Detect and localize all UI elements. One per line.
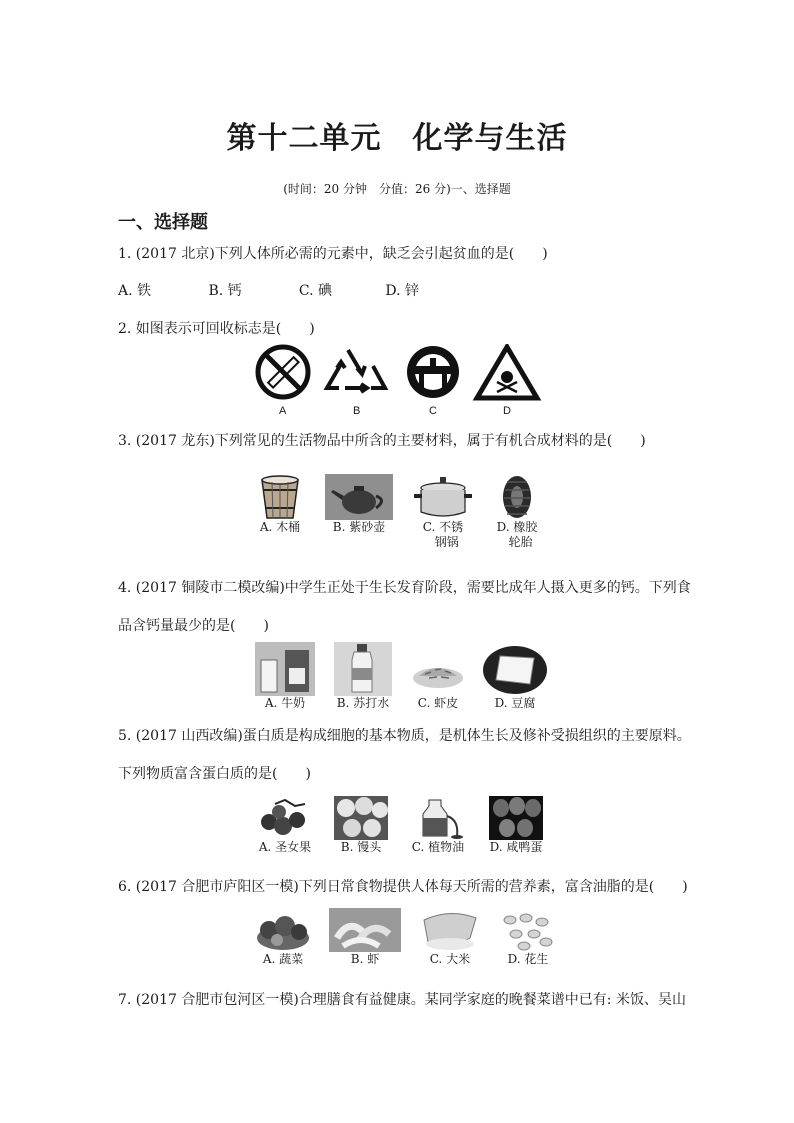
caption-a: A. 牛奶 <box>264 696 306 710</box>
image-item-b <box>330 796 392 855</box>
image-item-d <box>492 474 542 550</box>
option-b: B. 钙 <box>208 283 242 299</box>
image-item-d <box>482 642 548 711</box>
question-4-images <box>254 642 548 711</box>
caption-d: D. 橡胶 轮胎 <box>496 520 538 549</box>
cherry-tomato-icon <box>255 796 315 840</box>
caption-d: D. 豆腐 <box>494 696 536 710</box>
sign-label-c: C <box>429 405 437 417</box>
caption-b: B. 馒头 <box>340 840 382 854</box>
question-7-text: 7. (2017 合肥市包河区一模)合理膳食有益健康。某同学家庭的晚餐菜谱中已有: 米饭、吴山 <box>118 992 686 1008</box>
question-2-text: 2. 如图表示可回收标志是( ) <box>118 321 315 337</box>
caption-c: C. 虾皮 <box>417 696 459 710</box>
shrimp-icon <box>329 908 401 952</box>
sign-label-b: B <box>353 405 361 417</box>
question-1-text: 1. (2017 北京)下列人体所必需的元素中，缺乏会引起贫血的是( ) <box>118 246 548 262</box>
question-5-line-1: 5. (2017 山西改编)蛋白质是构成细胞的基本物质，是机体生长及修补受损组织的主要原料。 <box>118 728 691 744</box>
peanuts-icon <box>500 908 556 952</box>
image-item-d <box>498 908 558 967</box>
image-item-d <box>484 796 548 855</box>
question-1-options <box>118 280 419 300</box>
caption-d: D. 咸鸭蛋 <box>489 840 543 854</box>
sign-label-d: D <box>503 405 511 417</box>
option-a: A. 铁 <box>118 283 152 299</box>
milk-icon <box>255 642 315 696</box>
caption-c: C. 大米 <box>429 952 471 966</box>
caption-d: D. 花生 <box>507 952 549 966</box>
rice-sack-icon <box>420 908 480 952</box>
sign-label-a: A <box>279 405 287 417</box>
page-title: 第十二单元 化学与生活 <box>226 121 568 156</box>
image-item-c <box>406 796 470 855</box>
steamed-bun-icon <box>334 796 388 840</box>
caption-b: B. 虾 <box>350 952 380 966</box>
question-3-text: 3. (2017 龙东)下列常见的生活物品中所含的主要材料，属于有机合成材料的是( ) <box>118 433 646 449</box>
water-saving-sign-icon <box>407 346 459 398</box>
poison-warning-sign-icon <box>477 347 537 398</box>
image-item-a <box>254 474 306 550</box>
soda-water-icon <box>334 642 392 696</box>
salted-duck-egg-icon <box>489 796 543 840</box>
question-4-line-1: 4. (2017 铜陵市二模改编)中学生正处于生长发育阶段，需要比成年人摄入更多的钙。下列食 <box>118 580 691 596</box>
image-item-a <box>254 908 312 967</box>
option-d: D. 锌 <box>385 283 419 299</box>
vegetables-icon <box>255 908 311 952</box>
image-item-c <box>418 908 482 967</box>
question-6-text: 6. (2017 合肥市庐阳区一模)下列日常食物提供人体每天所需的营养素，富含油脂的是( ) <box>118 879 688 895</box>
question-5-line-2: 下列物质富含蛋白质的是( ) <box>118 766 311 782</box>
caption-a: A. 圣女果 <box>258 840 312 854</box>
question-6-images <box>254 908 558 967</box>
recycle-sign-icon <box>327 350 385 392</box>
clay-teapot-icon <box>325 474 393 520</box>
question-3-images <box>254 474 542 550</box>
image-item-b <box>324 474 394 550</box>
dried-shrimp-icon <box>411 642 465 696</box>
caption-c: C. 植物油 <box>411 840 465 854</box>
image-item-b <box>332 642 394 711</box>
signs-figure <box>253 344 543 404</box>
question-5-images <box>254 796 548 855</box>
image-item-c <box>410 642 466 711</box>
question-4-line-2: 品含钙量最少的是( ) <box>118 618 269 634</box>
steel-pot-icon <box>414 474 472 520</box>
wooden-bucket-icon <box>258 474 302 520</box>
caption-b: B. 苏打水 <box>336 696 390 710</box>
vegetable-oil-icon <box>411 796 465 840</box>
image-item-c <box>412 474 474 550</box>
caption-a: A. 木桶 <box>259 520 301 534</box>
page-subtitle: (时间：20 分钟 分值：26 分)一、选择题 <box>283 182 511 196</box>
rubber-tire-icon <box>499 474 535 520</box>
section-heading: 一、选择题 <box>118 212 208 233</box>
tofu-icon <box>482 642 548 696</box>
option-c: C. 碘 <box>298 283 333 299</box>
caption-b: B. 紫砂壶 <box>332 520 386 534</box>
image-item-a <box>254 642 316 711</box>
caption-a: A. 蔬菜 <box>262 952 304 966</box>
image-item-b <box>328 908 402 967</box>
image-item-a <box>254 796 316 855</box>
caption-c: C. 不锈 钢锅 <box>422 520 464 549</box>
no-smoking-sign-icon <box>258 347 308 397</box>
